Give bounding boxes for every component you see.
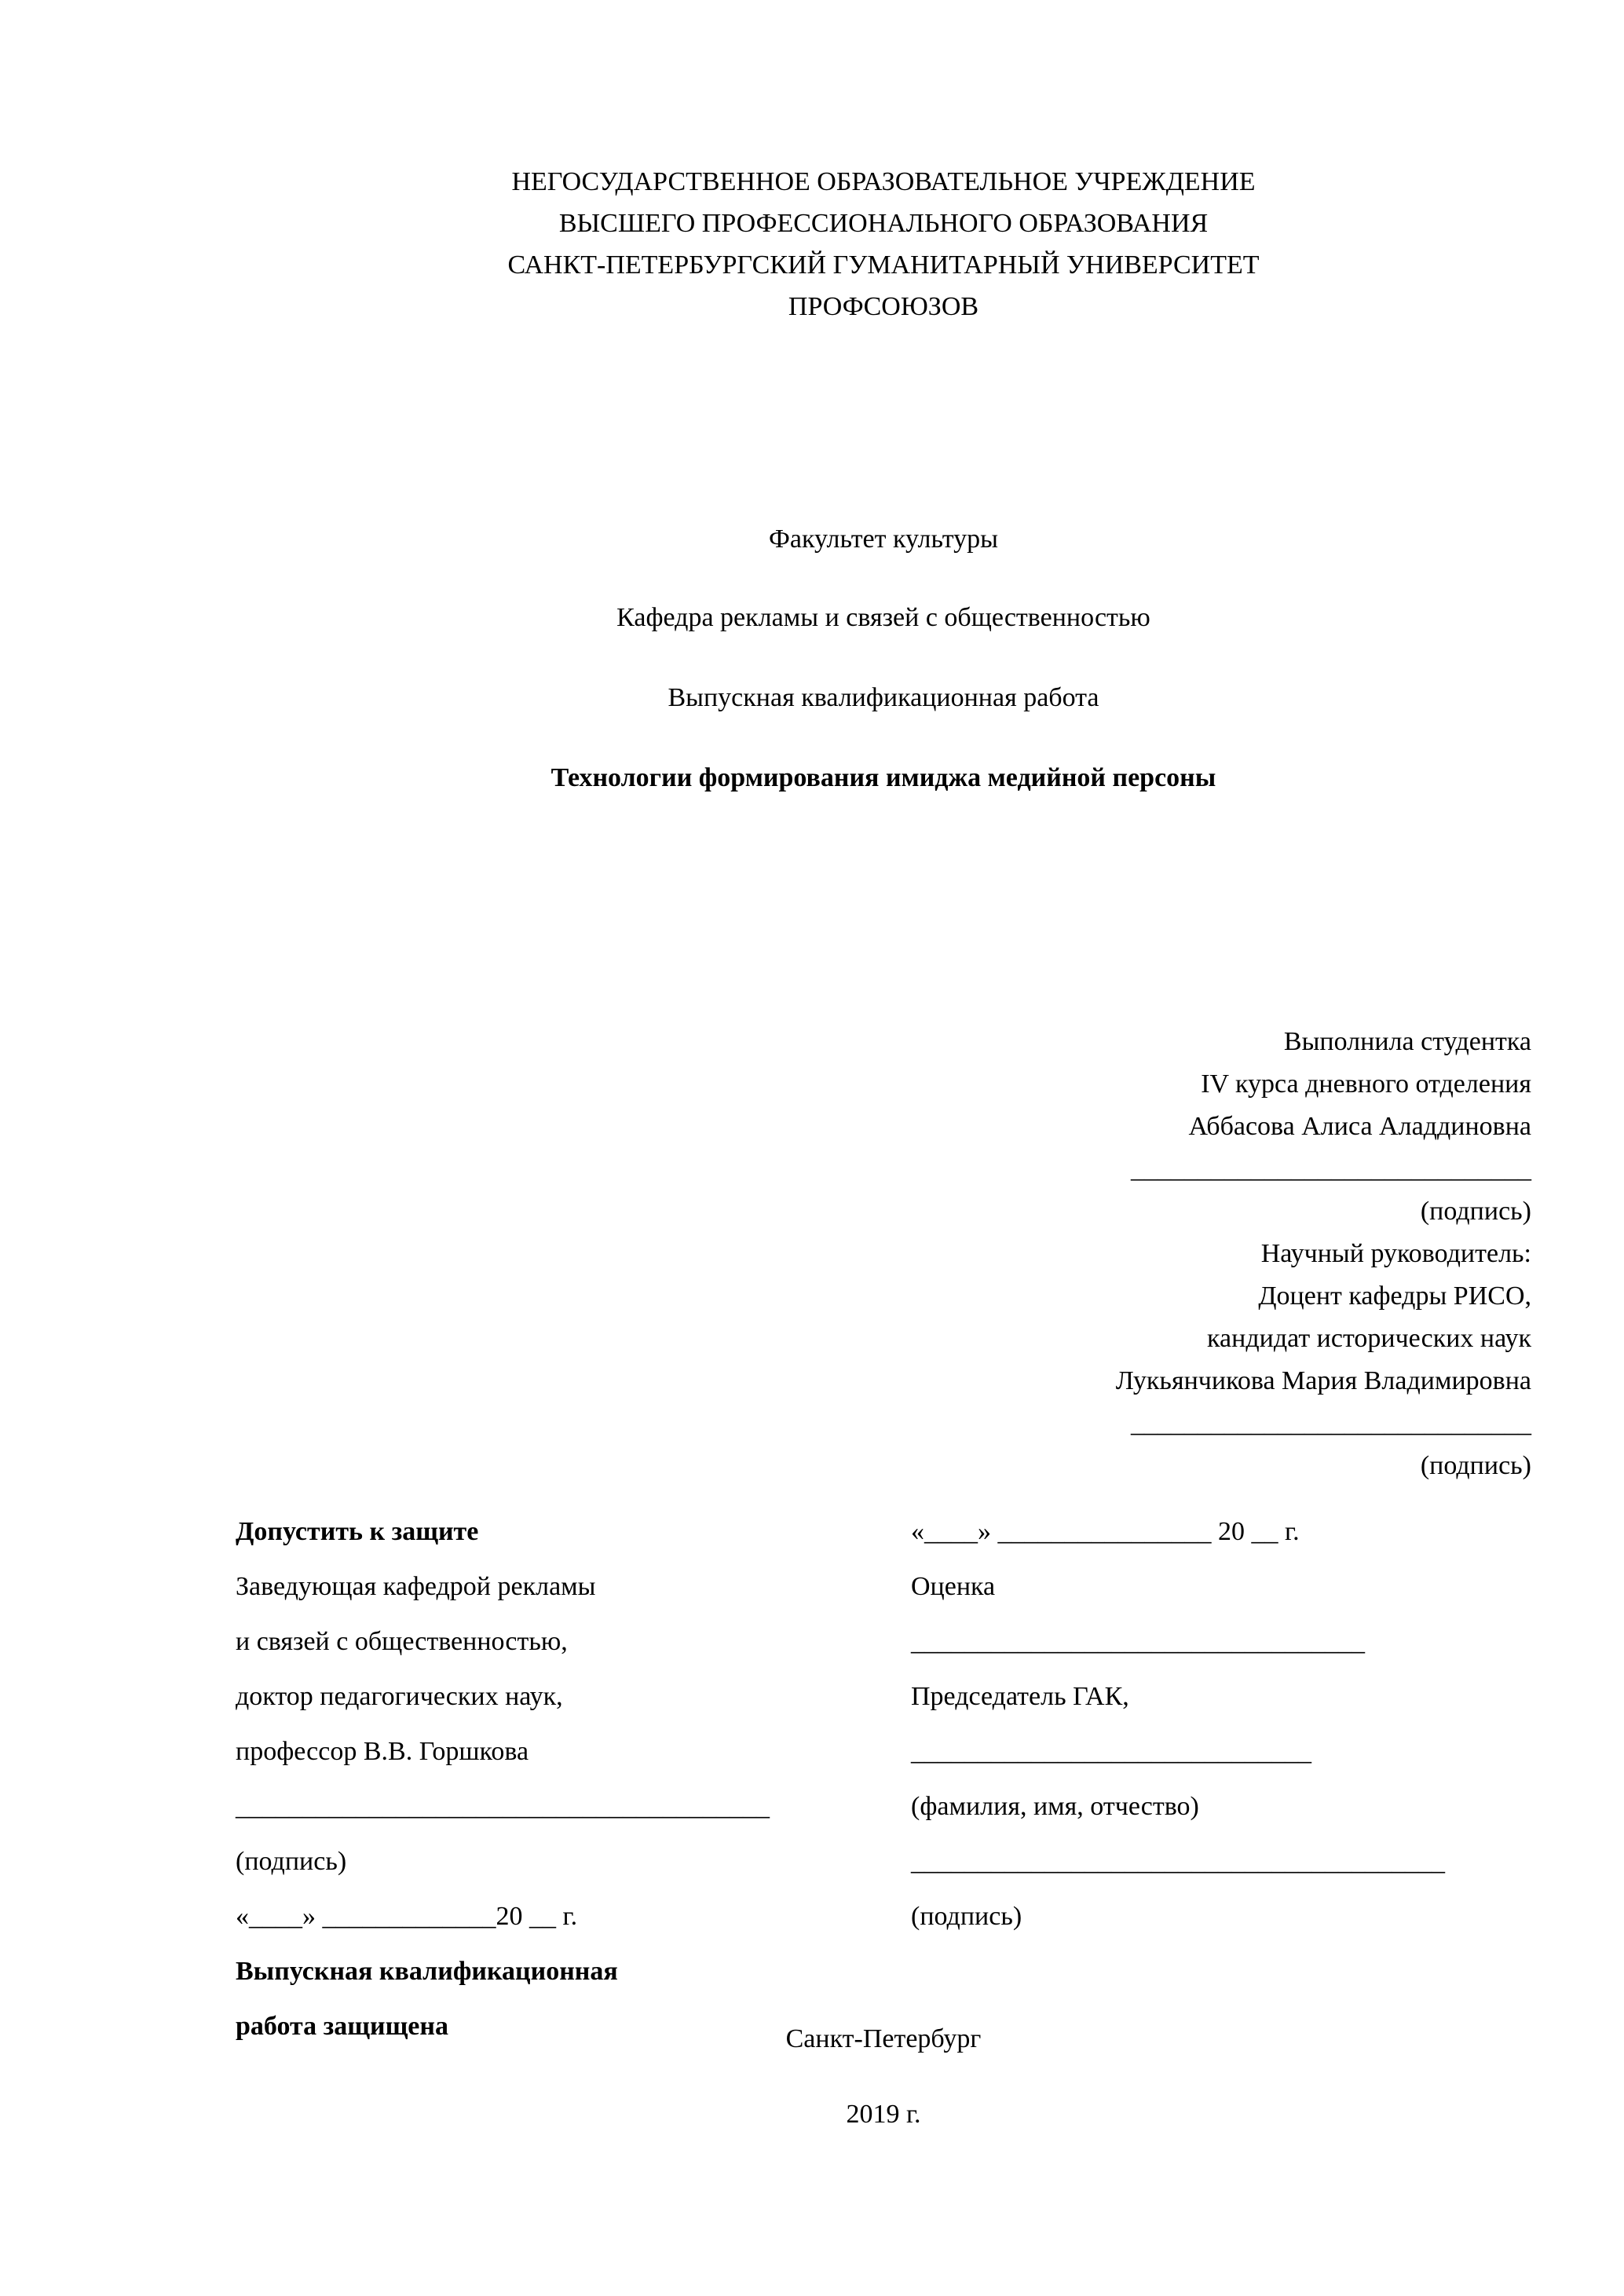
name-blank: ______________________________ — [911, 1737, 1311, 1766]
institution-line: НЕГОСУДАРСТВЕННОЕ ОБРАЗОВАТЕЛЬНОЕ УЧРЕЖДЕНИЕ — [511, 167, 1256, 196]
admission-line: Заведующая кафедрой рекламы — [236, 1572, 596, 1601]
institution-header — [236, 161, 1531, 327]
year-line: 2019 г. — [846, 2100, 921, 2129]
institution-line: САНКТ-ПЕТЕРБУРГСКИЙ ГУМАНИТАРНЫЙ УНИВЕРСИТЕТ — [507, 250, 1260, 280]
signature-label: (подпись) — [1420, 1451, 1531, 1480]
advisor-name: Лукьянчикова Мария Владимировна — [1115, 1366, 1531, 1395]
institution-line: ПРОФСОЮЗОВ — [788, 292, 979, 321]
grade-label: Оценка — [911, 1572, 996, 1601]
institution-line: ВЫСШЕГО ПРОФЕССИОНАЛЬНОГО ОБРАЗОВАНИЯ — [558, 209, 1209, 238]
signature-blank: ________________________________________ — [911, 1847, 1445, 1876]
signature-blank: ______________________________ — [1131, 1154, 1531, 1183]
department-line: Кафедра рекламы и связей с общественностью — [616, 603, 1150, 632]
advisor-heading: Научный руководитель: — [1260, 1239, 1531, 1268]
thesis-title: Технологии формирования имиджа медийной персоны — [550, 763, 1216, 792]
admission-line: профессор В.В. Горшкова — [236, 1737, 529, 1766]
gak-chair-label: Председатель ГАК, — [911, 1682, 1129, 1711]
name-hint-label: (фамилия, имя, отчество) — [911, 1792, 1199, 1821]
signature-label: (подпись) — [236, 1847, 347, 1876]
defended-line: работа защищена — [236, 2012, 448, 2041]
defended-line: Выпускная квалификационная — [236, 1957, 618, 1986]
performer-advisor-block — [236, 1021, 1531, 1487]
date-blank-line: «____» _____________20 __ г. — [236, 1902, 578, 1931]
signature-label: (подпись) — [911, 1902, 1022, 1931]
signature-blank: ______________________________ — [1131, 1409, 1531, 1438]
grade-blank: __________________________________ — [911, 1627, 1365, 1656]
advisor-line: Доцент кафедры РИСО, — [1258, 1281, 1531, 1311]
date-blank-line: «____» ________________ 20 __ г. — [911, 1517, 1300, 1546]
performer-line: IV курса дневного отделения — [1201, 1069, 1531, 1099]
signature-blank: ________________________________________ — [236, 1792, 770, 1821]
advisor-line: кандидат исторических наук — [1207, 1324, 1531, 1353]
work-type-line: Выпускная квалификационная работа — [668, 683, 1099, 712]
city-line: Санкт-Петербург — [785, 2024, 982, 2053]
performer-line: Выполнила студентка — [1283, 1027, 1531, 1056]
admission-heading: Допустить к защите — [236, 1517, 479, 1546]
admission-block — [236, 1504, 911, 2054]
faculty-line: Факультет культуры — [769, 525, 998, 554]
performer-name: Аббасова Алиса Аладдиновна — [1188, 1112, 1531, 1141]
signature-label: (подпись) — [1420, 1197, 1531, 1226]
admission-line: доктор педагогических наук, — [236, 1682, 563, 1711]
evaluation-block — [911, 1504, 1539, 1944]
admission-line: и связей с общественностью, — [236, 1627, 568, 1656]
